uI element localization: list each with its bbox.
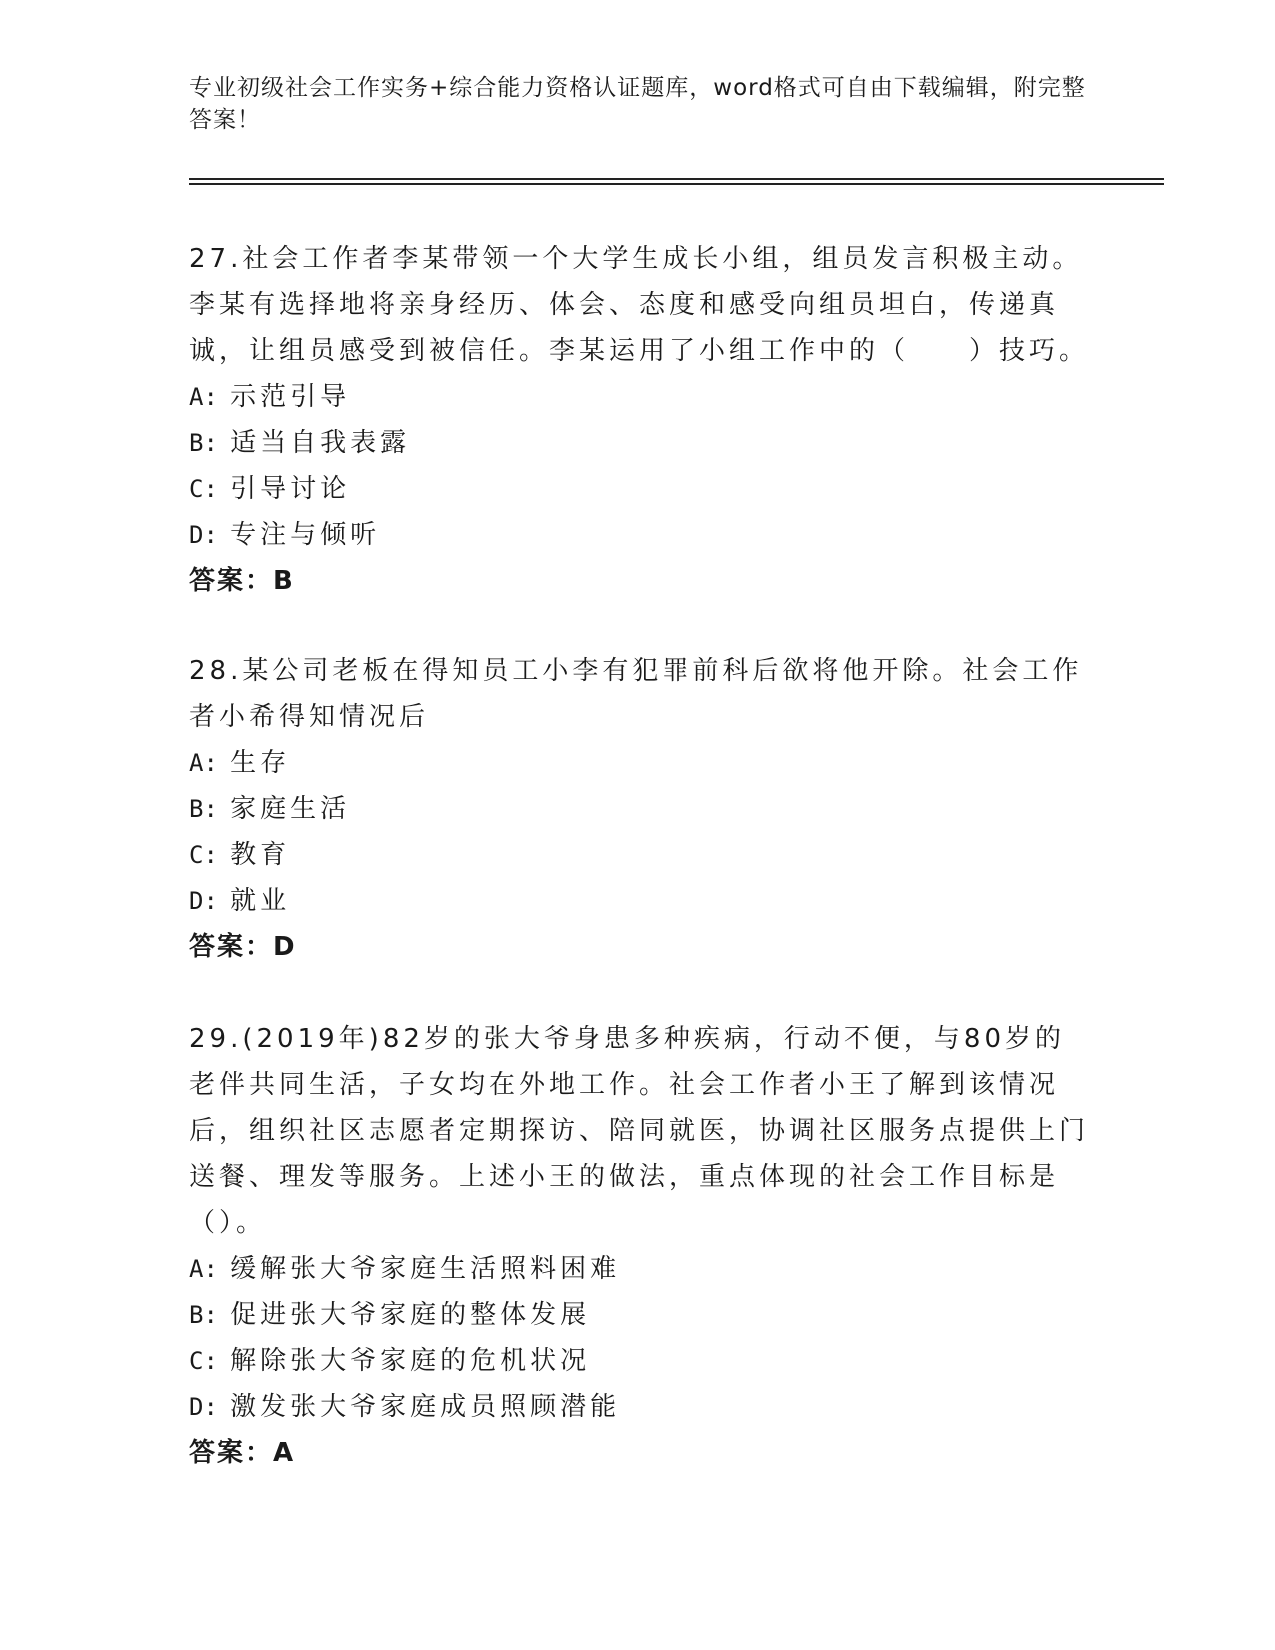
answer-line: 答案：D — [189, 932, 297, 962]
question-text: 社会工作者李某带领一个大学生成长小组，组员发言积极主动。李某有选择地将亲身经历、体会、态度和感受向组员坦白，传递真诚，让组员感受到被信任。李某运用了小组工作中的（ ）技巧。 — [189, 244, 1090, 366]
option-b — [189, 420, 1089, 466]
option-key: A: — [189, 1255, 218, 1283]
document-header — [189, 72, 1089, 136]
option-a — [189, 740, 1089, 786]
option-text: 引导讨论 — [230, 474, 351, 504]
option-c — [189, 832, 1089, 878]
question-stem — [189, 648, 1089, 740]
option-key: A: — [189, 383, 218, 411]
option-key: C: — [189, 475, 218, 503]
header-text: 专业初级社会工作实务+综合能力资格认证题库，word格式可自由下载编辑，附完整答案！ — [189, 75, 1086, 133]
option-key: D: — [189, 521, 218, 549]
option-text: 适当自我表露 — [230, 428, 411, 458]
question-text: 某公司老板在得知员工小李有犯罪前科后欲将他开除。社会工作者小希得知情况后 — [189, 656, 1083, 732]
question-number: 28. — [189, 656, 243, 686]
option-key: D: — [189, 887, 218, 915]
option-key: D: — [189, 1393, 218, 1421]
question-stem — [189, 1016, 1089, 1246]
question-27 — [189, 236, 1089, 604]
option-text: 促进张大爷家庭的整体发展 — [230, 1300, 591, 1330]
option-key: A: — [189, 749, 218, 777]
option-text: 专注与倾听 — [230, 520, 381, 550]
option-c — [189, 466, 1089, 512]
option-key: C: — [189, 841, 218, 869]
question-text: (2019年)82岁的张大爷身患多种疾病，行动不便，与80岁的老伴共同生活，子女均在外地工作。社会工作者小王了解到该情况后，组织社区志愿者定期探访、陪同就医，协调社区服务点提供上门送餐、理发等服务。上述小王的做法，重点体现的社会工作目标是（）。 — [189, 1024, 1090, 1238]
question-number: 29. — [189, 1024, 243, 1054]
option-a — [189, 374, 1089, 420]
option-key: B: — [189, 795, 218, 823]
option-d — [189, 512, 1089, 558]
option-d — [189, 1384, 1089, 1430]
option-c — [189, 1338, 1089, 1384]
question-number: 27. — [189, 244, 243, 274]
question-stem — [189, 236, 1089, 374]
option-text: 示范引导 — [230, 382, 351, 412]
option-text: 解除张大爷家庭的危机状况 — [230, 1346, 591, 1376]
option-text: 就业 — [230, 886, 291, 916]
question-29 — [189, 1016, 1089, 1476]
answer-line: 答案：B — [189, 566, 295, 596]
option-text: 教育 — [230, 840, 291, 870]
option-text: 缓解张大爷家庭生活照料困难 — [230, 1254, 621, 1284]
option-b — [189, 1292, 1089, 1338]
option-b — [189, 786, 1089, 832]
option-text: 激发张大爷家庭成员照顾潜能 — [230, 1392, 621, 1422]
answer-line: 答案：A — [189, 1438, 296, 1468]
question-28 — [189, 648, 1089, 970]
option-text: 家庭生活 — [230, 794, 351, 824]
header-rule-bottom — [189, 183, 1164, 185]
option-key: B: — [189, 1301, 218, 1329]
option-key: C: — [189, 1347, 218, 1375]
option-a — [189, 1246, 1089, 1292]
option-text: 生存 — [230, 748, 291, 778]
option-d — [189, 878, 1089, 924]
option-key: B: — [189, 429, 218, 457]
header-rule-top — [189, 178, 1164, 180]
